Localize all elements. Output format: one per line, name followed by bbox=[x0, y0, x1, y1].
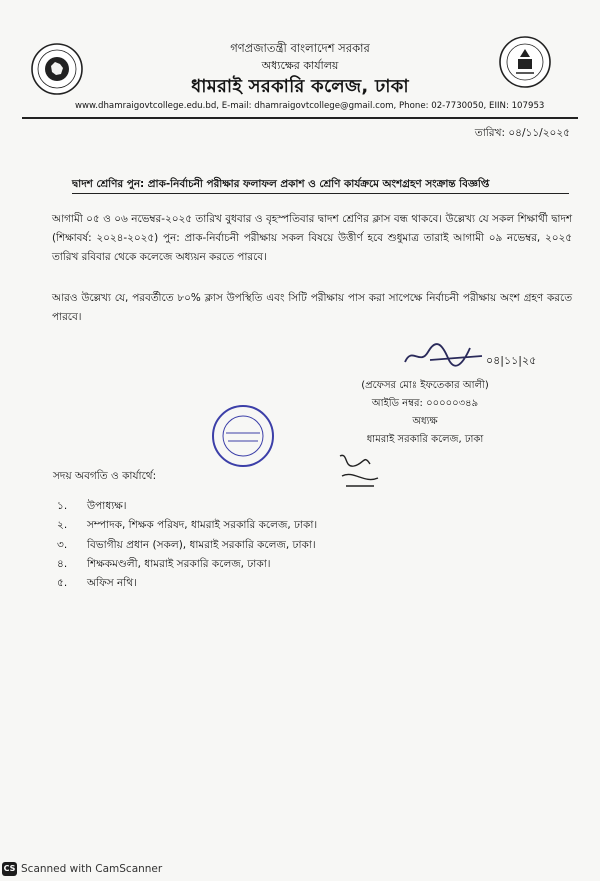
scanner-text: Scanned with CamScanner bbox=[21, 863, 163, 875]
copy-to-item: ৫. অফিস নথি। bbox=[57, 577, 137, 589]
copy-to-item: ৩. বিভাগীয় প্রধান (সকল), ধামরাই সরকারি কলেজ, ঢাকা। bbox=[57, 539, 316, 551]
signatory-title: অধ্যক্ষ bbox=[412, 416, 438, 427]
principal-signature bbox=[400, 340, 490, 370]
signature-date: ০৪|১১|২৫ bbox=[486, 354, 537, 367]
signatory-id: আইডি নম্বর: ০০০০০৩৪৯ bbox=[371, 398, 479, 409]
copy-to-item: ১. উপাধ্যক্ষ। bbox=[57, 500, 127, 512]
contact-line: www.dhamraigovtcollege.edu.bd, E-mail: dhamraigovtcollege@gmail.com, Phone: 02-7730050, EIIN: 107953 bbox=[75, 101, 545, 111]
signatory-name: (প্রফেসর মোঃ ইফতেকার আলী) bbox=[361, 380, 489, 391]
body-paragraph-2: আরও উল্লেখ্য যে, পরবর্তীতে ৮০% ক্লাস উপস্থিতি এবং সিটি পরীক্ষায় পাস করা সাপেক্ষে নির্বাচনী পরীক্ষায় অংশ গ্রহণ করতে পারবে। bbox=[52, 292, 572, 323]
body-paragraph-1: আগামী ০৫ ও ০৬ নভেম্বর-২০২৫ তারিখ বুধবার ও বৃহস্পতিবার দ্বাদশ শ্রেণির ক্লাস বন্ধ থাকবে। উল্লেখ্য যে সকল শিক্ষার্থী দ্বাদশ (শিক্ষাবর্ষ: ২০২৪-২০২৫) পুন: প্রাক-নির্বাচনী পরীক্ষায় সকল বিষয়ে উত্তীর্ণ হবে শুধুমাত্র তারাই আগামী ০৯ নভেম্বর, ২০২৫ তারিখ রবিবার থেকে কলেজে অধ্যয়ন করতে পারবে। bbox=[52, 213, 572, 263]
notice-date: তারিখ: ০৪/১১/২০২৫ bbox=[474, 127, 570, 139]
notice-subject: দ্বাদশ শ্রেণির পুন: প্রাক-নির্বাচনী পরীক্ষার ফলাফল প্রকাশ ও শ্রেণি কার্যক্রমে অংশগ্রহণ সংক্রান্ত বিজ্ঞপ্তি bbox=[72, 178, 490, 190]
office-name: অধ্যক্ষের কার্যালয় bbox=[261, 59, 339, 72]
header-divider bbox=[22, 117, 578, 119]
government-name: গণপ্রজাতন্ত্রী বাংলাদেশ সরকার bbox=[230, 41, 370, 55]
signatory-college: ধামরাই সরকারি কলেজ, ঢাকা bbox=[366, 434, 484, 445]
college-seal-stamp bbox=[210, 403, 276, 469]
copy-to-item: ২. সম্পাদক, শিক্ষক পরিষদ, ধামরাই সরকারি কলেজ, ঢাকা। bbox=[57, 519, 318, 531]
subject-underline bbox=[72, 193, 569, 194]
copy-to-heading: সদয় অবগতি ও কার্যার্থে: bbox=[53, 470, 157, 482]
college-name: ধামরাই সরকারি কলেজ, ঢাকা bbox=[191, 76, 409, 97]
camscanner-icon: CS bbox=[2, 862, 17, 876]
initial-signature bbox=[334, 450, 384, 492]
scanner-watermark bbox=[2, 862, 162, 876]
copy-to-item: ৪. শিক্ষকমণ্ডলী, ধামরাই সরকারি কলেজ, ঢাকা। bbox=[57, 558, 271, 570]
